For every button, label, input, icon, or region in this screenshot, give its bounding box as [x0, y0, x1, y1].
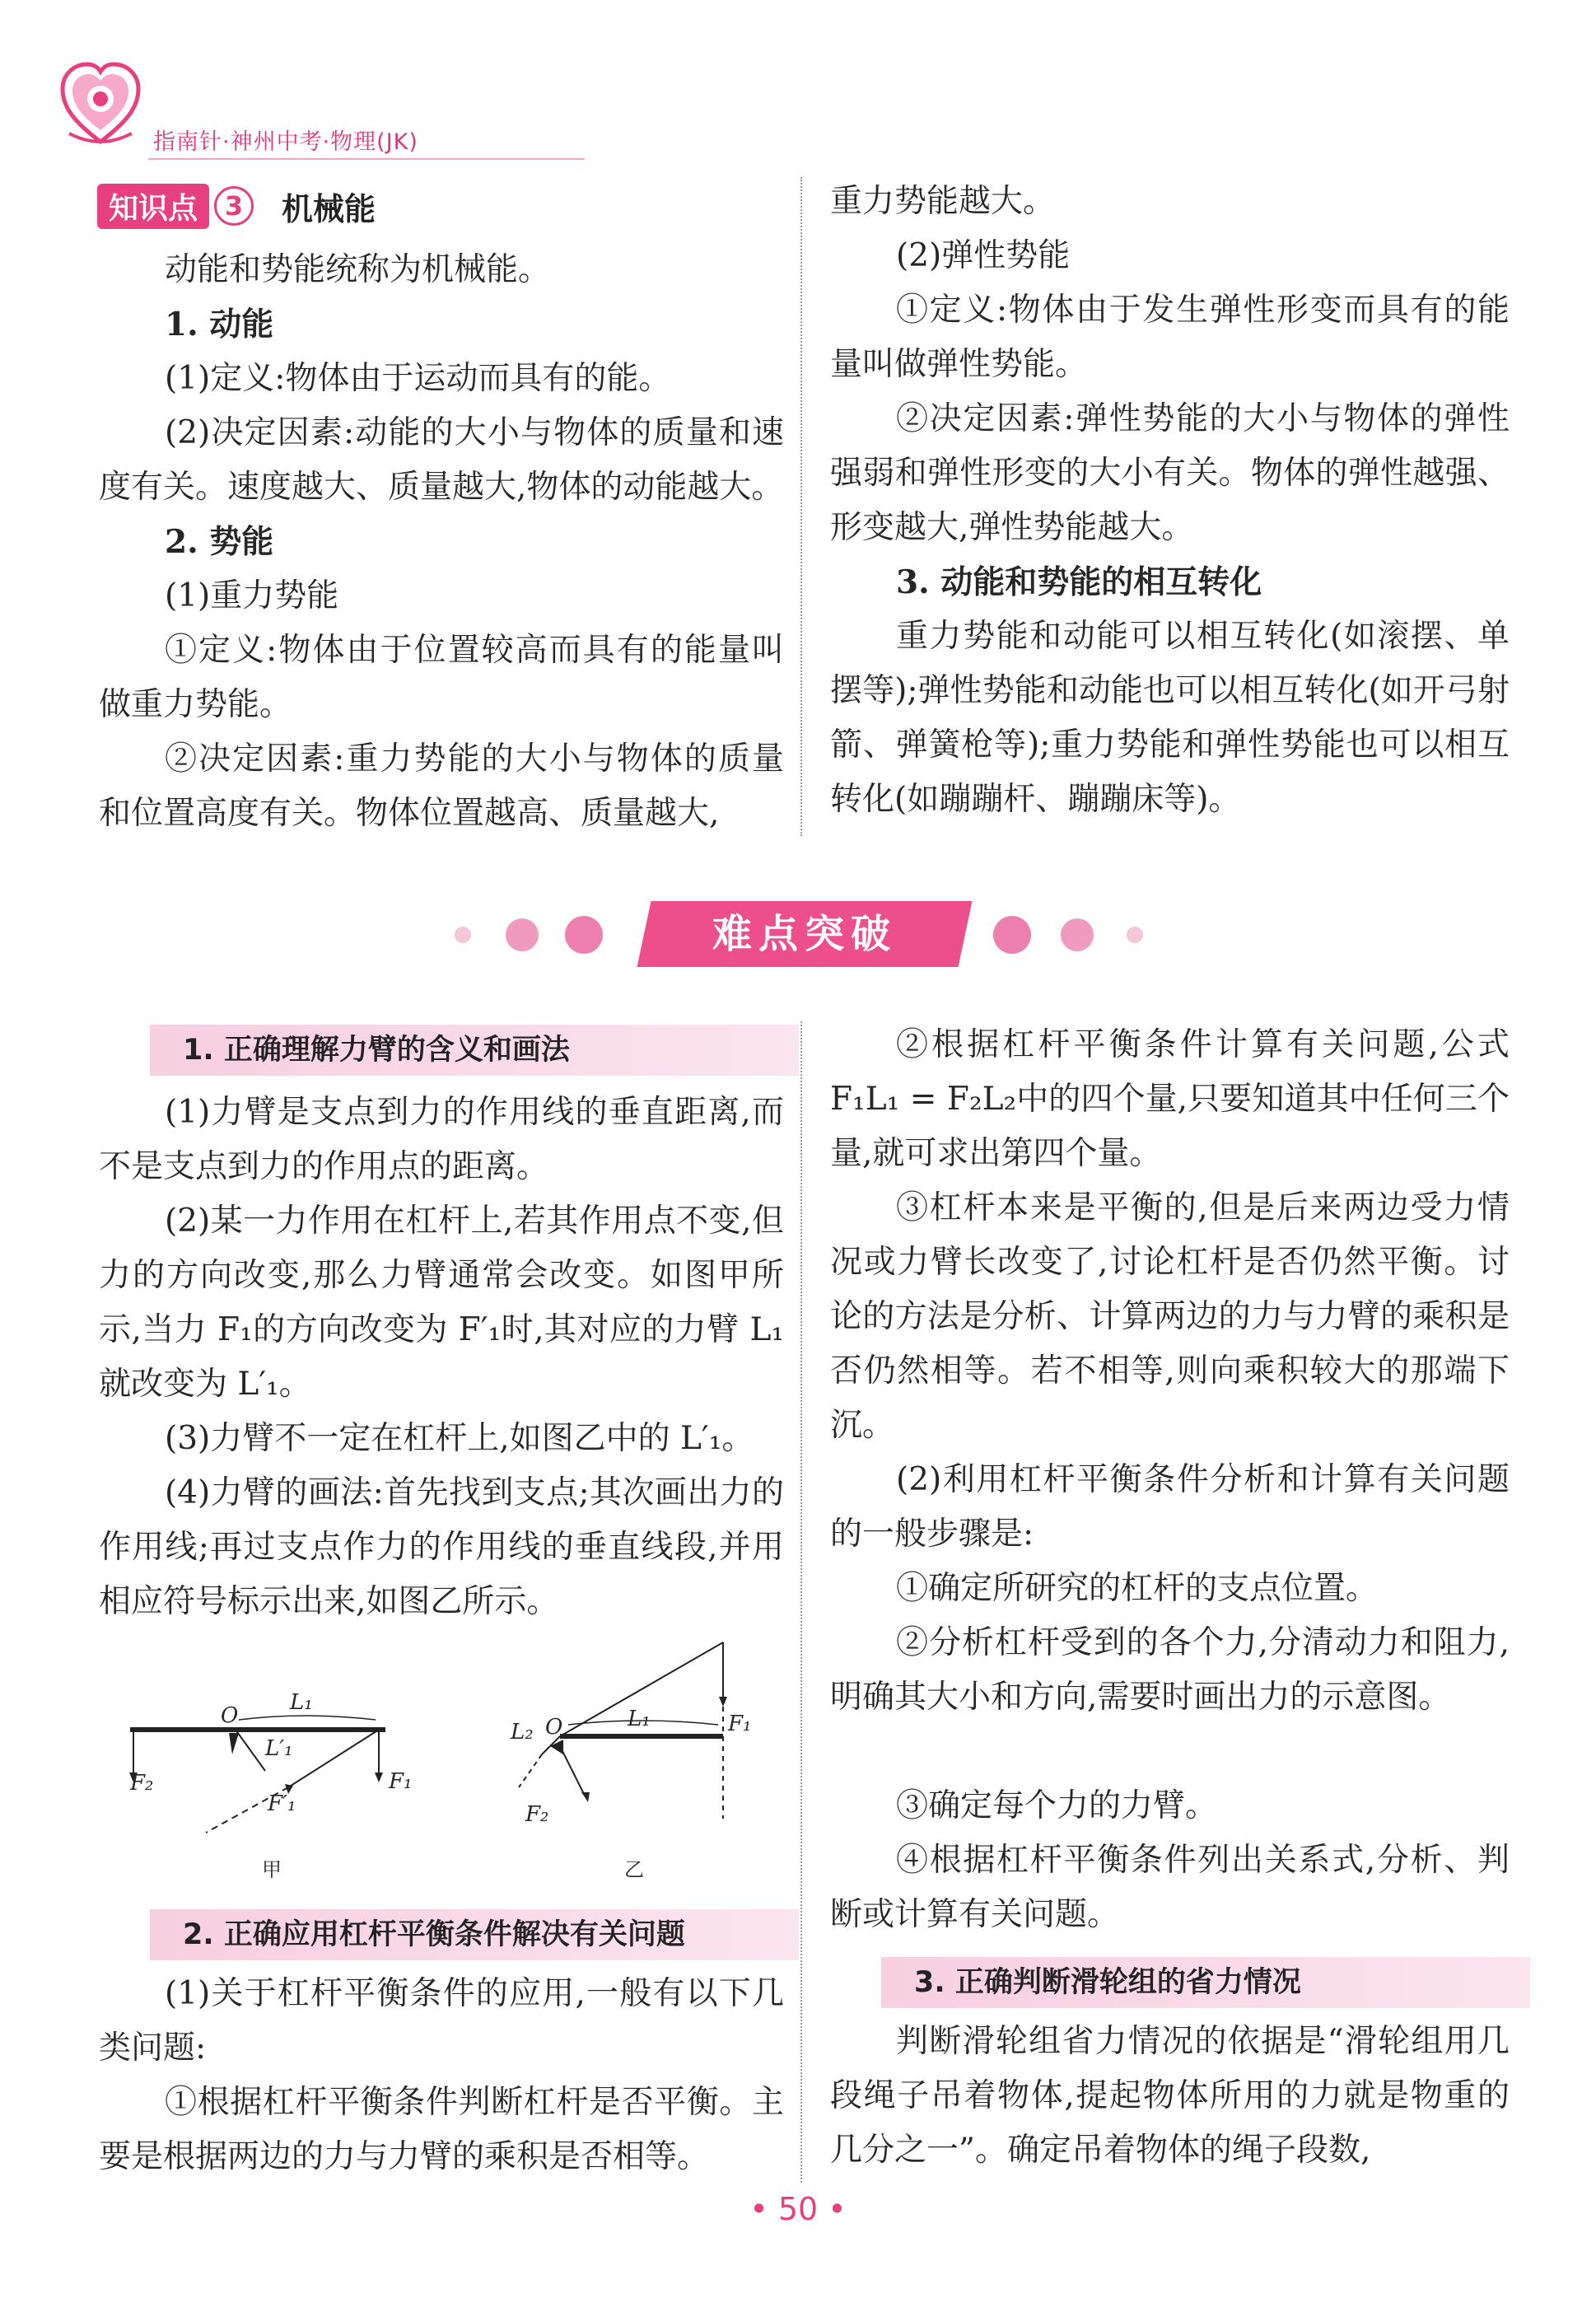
fig-yi-F1: F₁: [728, 1712, 752, 1736]
kp-number-badge: 3: [214, 186, 254, 226]
fig-jia-F2: F₂: [130, 1771, 154, 1796]
header-logo: [58, 58, 144, 148]
banner-dot-right-3: [1127, 927, 1143, 943]
right-bottom-para-6: ④根据杠杆平衡条件列出关系式,分析、判断或计算有关问题。: [830, 1842, 1510, 1933]
left-top-heading-4: 2. 势能: [165, 523, 274, 561]
section2-para-1: ①根据杠杆平衡条件判断杠杆是否平衡。主要是根据两边的力与力臂的乘积是否相等。: [99, 2084, 784, 2175]
fig-jia-O: O: [221, 1703, 239, 1728]
left-top-para-5: (1)重力势能: [165, 577, 339, 614]
column-divider-bottom: [800, 1021, 802, 2183]
fig-yi-L2: L₂: [511, 1720, 534, 1745]
column-divider-top: [800, 177, 802, 836]
section1-title: 1. 正确理解力臂的含义和画法: [150, 1025, 799, 1076]
kp-title: 机械能: [282, 190, 376, 227]
right-top-heading-4: 3. 动能和势能的相互转化: [896, 563, 1262, 601]
right-top-para-5: 重力势能和动能可以相互转化(如滚摆、单摆等);弹性势能和动能也可以相互转化(如开弓射箭、弹簧枪等);重力势能和弹性势能也可以相互转化(如蹦蹦杆、蹦蹦床等)。: [830, 618, 1510, 818]
header-title: 指南针·神州中考·物理(JK): [153, 129, 418, 155]
left-top-para-6: ①定义:物体由于位置较高而具有的能量叫做重力势能。: [99, 632, 784, 723]
right-bottom-para-2: (2)利用杠杆平衡条件分析和计算有关问题的一般步骤是:: [830, 1461, 1510, 1553]
fig-yi-L1: L₁: [628, 1707, 651, 1731]
right-bottom-para-3: ①确定所研究的杠杆的支点位置。: [896, 1570, 1379, 1607]
left-top-para-3: (2)决定因素:动能的大小与物体的质量和速度有关。速度越大、质量越大,物体的动能越大。: [99, 414, 784, 506]
banner-dot-left-3: [565, 916, 603, 954]
left-top-para-7: ②决定因素:重力势能的大小与物体的质量和位置高度有关。物体位置越高、质量越大,: [99, 740, 784, 832]
left-top-para-2: (1)定义:物体由于运动而具有的能。: [165, 360, 671, 397]
section1-para-1: (2)某一力作用在杠杆上,若其作用点不变,但力的方向改变,那么力臂通常会改变。如图甲所示,当力 F₁的方向改变为 F′₁时,其对应的力臂 L₁就改变为 L′₁。: [99, 1203, 784, 1403]
section1-para-0: (1)力臂是支点到力的作用线的垂直距离,而不是支点到力的作用点的距离。: [99, 1094, 784, 1185]
section2-title: 2. 正确应用杠杆平衡条件解决有关问题: [150, 1909, 799, 1960]
section2-para-0: (1)关于杠杆平衡条件的应用,一般有以下几类问题:: [99, 1975, 784, 2067]
right-bottom-para-5: ③确定每个力的力臂。: [896, 1787, 1218, 1824]
left-top-heading-1: 1. 动能: [165, 306, 274, 343]
fig-yi-caption: 乙: [624, 1858, 644, 1881]
fig-yi-O: O: [545, 1715, 563, 1740]
fig-jia-caption: 甲: [262, 1858, 282, 1881]
right-bottom-para-1: ③杠杆本来是平衡的,但是后来两边受力情况或力臂长改变了,讨论杠杆是否仍然平衡。讨论的方法是分析、计算两边的力与力臂的乘积是否仍然相等。若不相等,则向乘积较大的那端下沉。: [830, 1189, 1510, 1444]
lever-diagram-jia: [124, 1680, 420, 1845]
right-top-para-0: 重力势能越大。: [830, 183, 1056, 220]
left-top-para-0: 动能和势能统称为机械能。: [165, 251, 551, 288]
right-top-para-2: ①定义:物体由于发生弹性形变而具有的能量叫做弹性势能。: [830, 292, 1510, 383]
figure-jia: [124, 1680, 420, 1845]
fig-jia-L1: L₁: [290, 1690, 313, 1715]
section1-para-2: (3)力臂不一定在杠杆上,如图乙中的 L′₁。: [165, 1420, 754, 1457]
banner-dot-right-1: [993, 916, 1031, 954]
right-top-para-1: (2)弹性势能: [896, 237, 1071, 274]
page-number: • 50 •: [749, 2191, 847, 2227]
right-bottom-para-0: ②根据杠杆平衡条件计算有关问题,公式 F₁L₁ = F₂L₂中的四个量,只要知道其中任何三个量,就可求出第四个量。: [830, 1026, 1510, 1172]
banner-title: 难点突破: [712, 911, 897, 957]
banner-dot-right-2: [1061, 918, 1094, 951]
kp3-heading: [97, 183, 376, 229]
section1-para-3: (4)力臂的画法:首先找到支点;其次画出力的作用线;再过支点作力的作用线的垂直线段,并用相应符号标示出来,如图乙所示。: [99, 1474, 784, 1620]
section-banner: [637, 901, 972, 967]
right-bottom-para-4: ②分析杠杆受到的各个力,分清动力和阻力,明确其大小和方向,需要时画出力的示意图。: [830, 1624, 1510, 1716]
banner-dot-left-1: [455, 927, 471, 943]
fig-jia-F1: F₁: [389, 1769, 413, 1794]
banner-dot-left-2: [506, 918, 539, 951]
kp-tag: 知识点: [97, 184, 209, 229]
fig-jia-F1p: F′₁: [268, 1791, 296, 1816]
fig-jia-L1p: L′₁: [265, 1736, 293, 1761]
section3-title: 3. 正确判断滑轮组的省力情况: [881, 1957, 1530, 2008]
section3-para-0: 判断滑轮组省力情况的依据是“滑轮组用几段绳子吊着物体,提起物体所用的力就是物重的几分之一”。确定吊着物体的绳子段数,: [830, 2023, 1510, 2169]
heart-shield-icon: [58, 58, 144, 148]
fig-yi-F2: F₂: [525, 1802, 549, 1827]
header-rule: [148, 158, 585, 160]
right-top-para-3: ②决定因素:弹性势能的大小与物体的弹性强弱和弹性形变的大小有关。物体的弹性越强、形变越大,弹性势能越大。: [830, 400, 1510, 546]
